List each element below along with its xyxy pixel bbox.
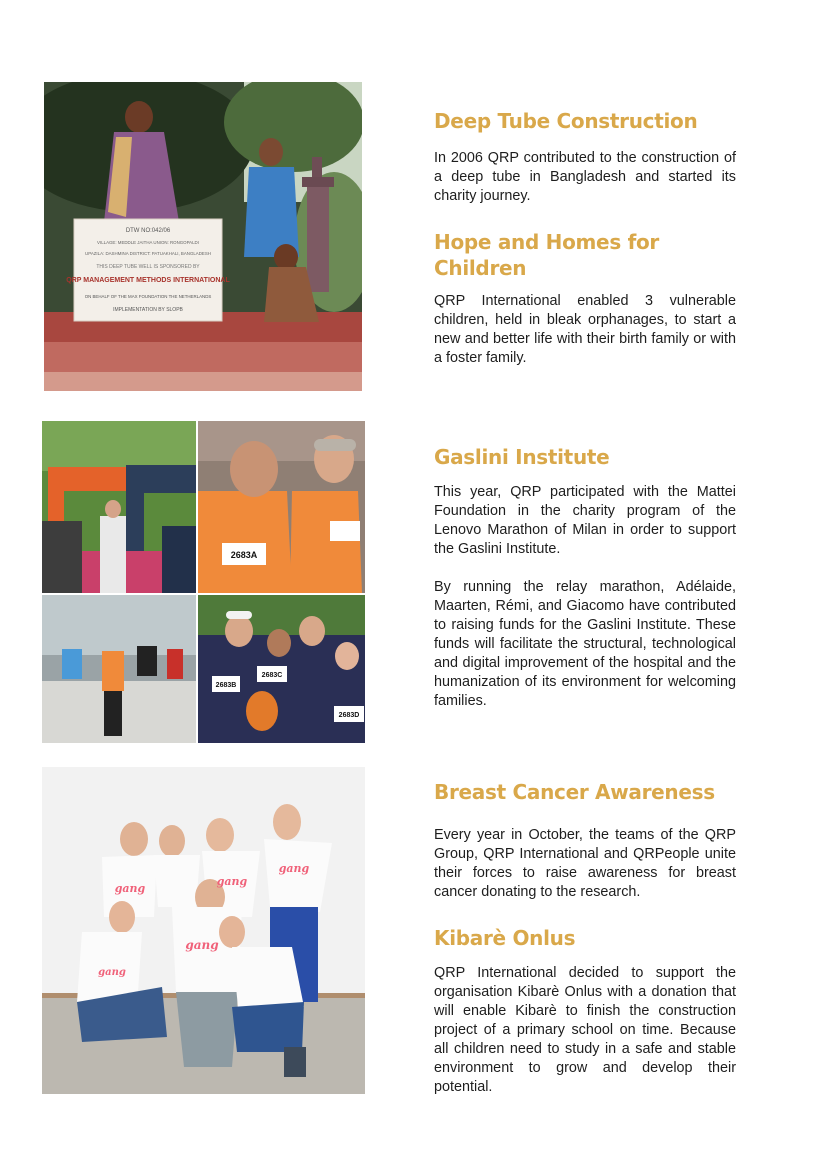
heading-deep-tube-construction: Deep Tube Construction	[434, 109, 698, 133]
heading-hope-and-homes: Hope and Homes for Children	[434, 230, 659, 280]
sign-line-6: ON BEHALF OF THE MAX FOUNDATION THE NETHERLANDS	[84, 294, 212, 299]
sign-line-3: UPAZILA: DASHMINA DISTRICT: PATUAKHALI, BANGLADESH	[85, 251, 211, 256]
paragraph-gaslini-relay: By running the relay marathon, Adélaide, Maarten, Rémi, and Giacomo have contributed to raising funds for the Gaslini Institute. These funds will facilitate the structural, technological and digital improvement of the hospital and the humanization of its environment for welcoming families.	[434, 579, 736, 709]
paragraph-deep-tube-construction: In 2006 QRP contributed to the construction of a deep tube in Bangladesh and started its charity journey.	[434, 150, 736, 204]
heading-breast-cancer-awareness: Breast Cancer Awareness	[434, 780, 715, 804]
photo-deep-tube-well	[44, 82, 362, 391]
shirt-text-5: gang	[98, 967, 126, 978]
sign-line-7: IMPLEMENTATION BY SLOPB	[113, 307, 183, 313]
paragraph-kibare-onlus: QRP International decided to support the organisation Kibarè Onlus with a donation that will enable Kibarè to finish the construction project of a primary school on time. Because all children need to study in a safe and stable environment to grow and develop their potential.	[434, 965, 736, 1095]
heading-kibare-onlus: Kibarè Onlus	[434, 926, 576, 950]
well-photo-illustration	[44, 82, 362, 391]
bib-b: 2683B	[215, 682, 237, 689]
shirt-text-2: gang	[216, 875, 248, 888]
team-photo-illustration	[42, 767, 365, 1094]
marathon-collage-illustration	[42, 421, 365, 743]
photo-marathon-collage	[42, 421, 365, 743]
bib-c: 2683C	[261, 672, 283, 679]
photo-breast-cancer-team	[42, 767, 365, 1094]
paragraph-breast-cancer-awareness: Every year in October, the teams of the QRP Group, QRP International and QRPeople unite their forces to raise awareness for breast cancer donating to the research.	[434, 827, 736, 900]
sign-line-5: QRP MANAGEMENT METHODS INTERNATIONAL	[66, 277, 230, 284]
shirt-text-4: gang	[185, 938, 219, 952]
sign-line-4: THIS DEEP TUBE WELL IS SPONSORED BY	[96, 264, 200, 270]
bib-a: 2683A	[230, 550, 258, 560]
sign-line-1: DTW NO:042/06	[125, 228, 171, 234]
sign-line-2: VILLAGE: MEDDLE JAITHA UNION: RONGOPALDI	[97, 240, 199, 245]
shirt-text-1: gang	[114, 882, 146, 895]
shirt-text-3: gang	[278, 862, 310, 875]
heading-gaslini-institute: Gaslini Institute	[434, 445, 610, 469]
paragraph-hope-and-homes: QRP International enabled 3 vulnerable children, held in bleak orphanages, to start a new and better life with their birth family or with a foster family.	[434, 293, 736, 366]
paragraph-gaslini-intro: This year, QRP participated with the Mattei Foundation in the charity program of the Lenovo Marathon of Milan in order to support the Gaslini Institute.	[434, 484, 736, 557]
bib-d: 2683D	[338, 712, 360, 719]
